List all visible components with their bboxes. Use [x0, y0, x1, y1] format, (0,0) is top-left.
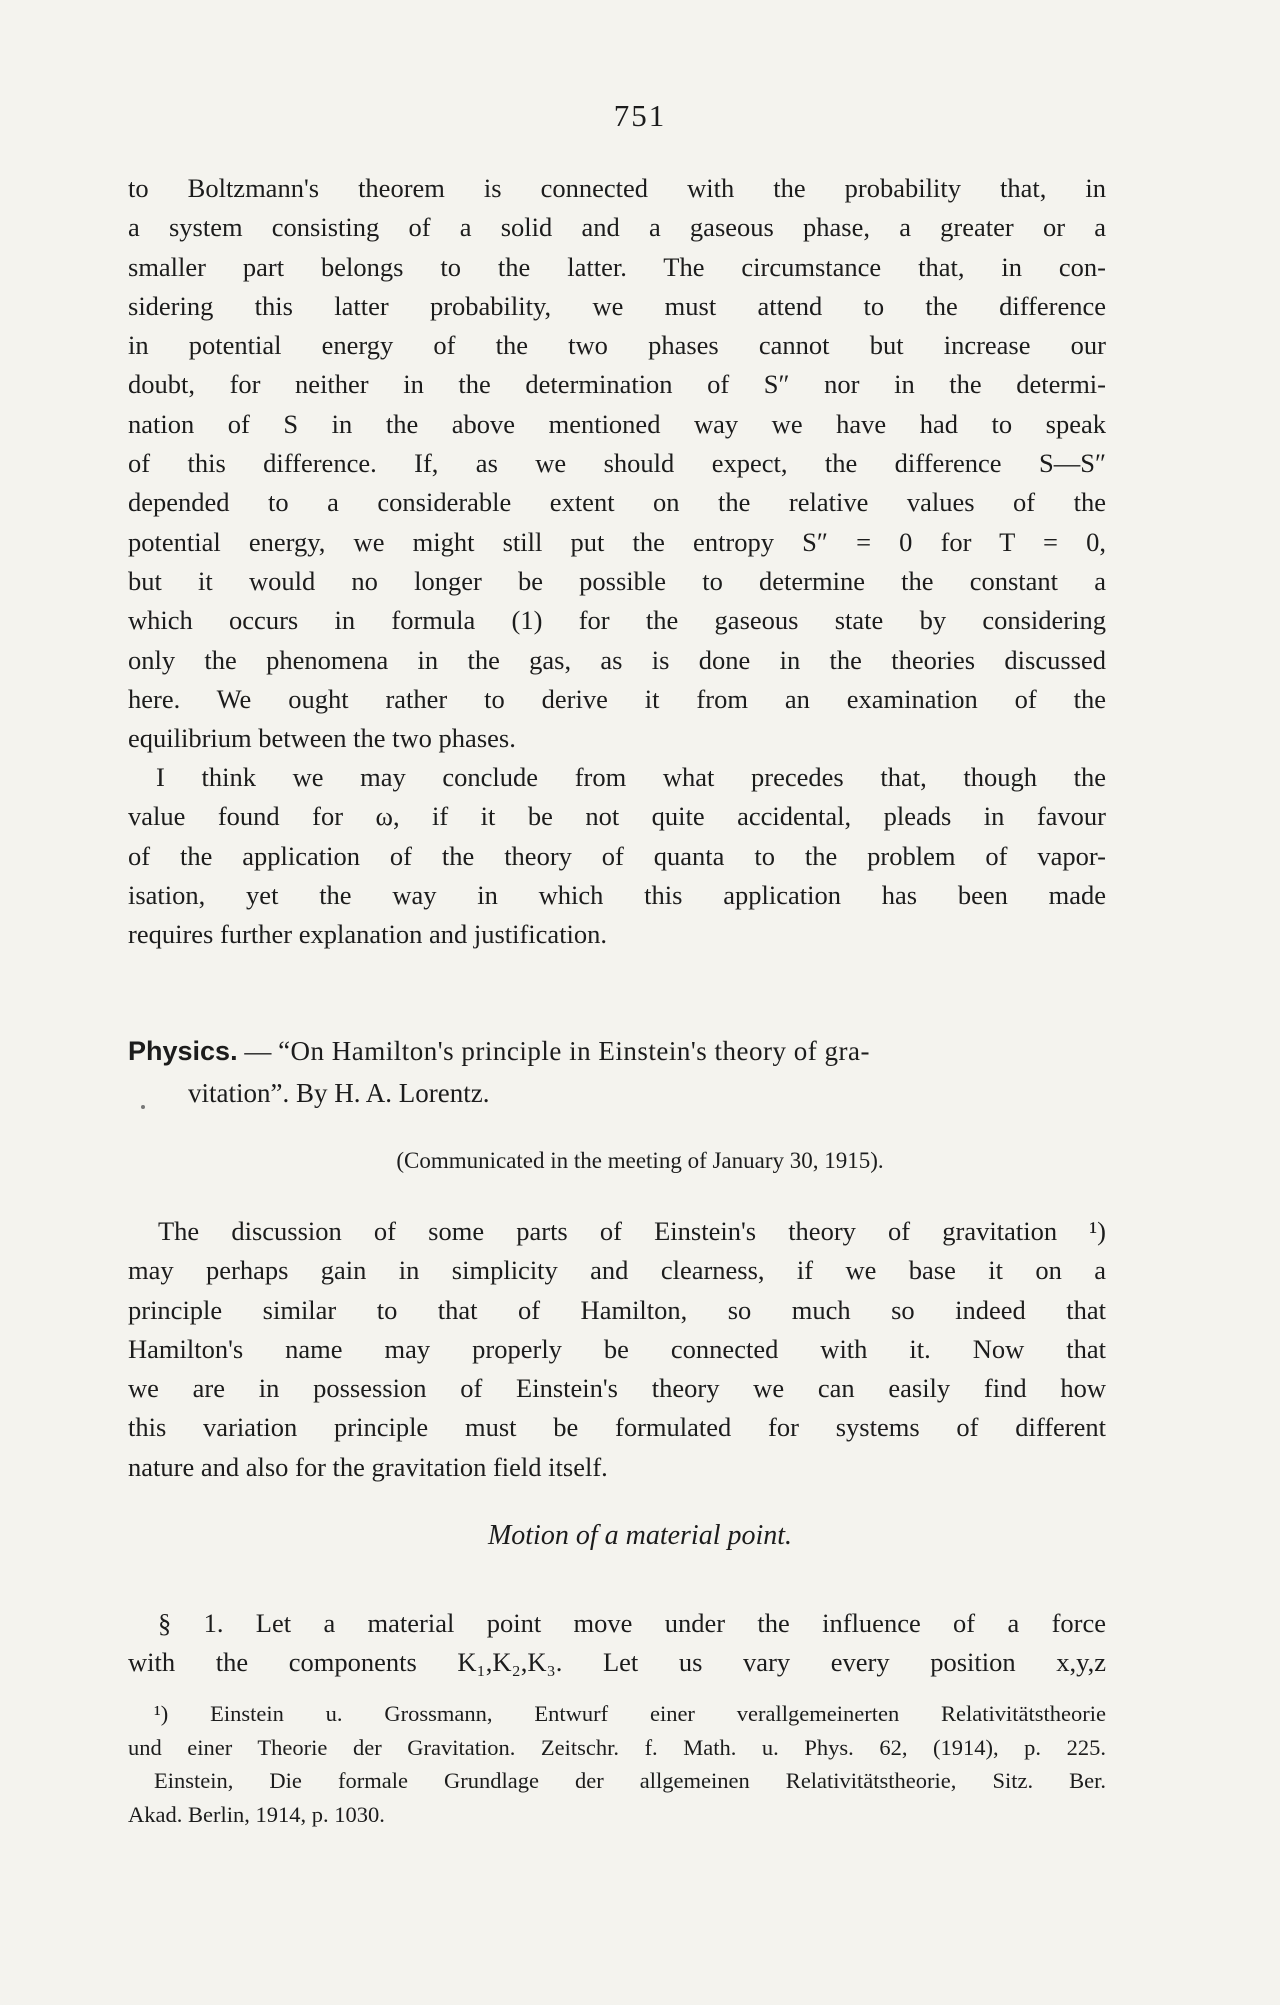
- print-speck: [141, 1105, 145, 1109]
- footnote-line: Einstein, Die formale Grundlage der allgemeinen Relativitätstheorie, Sitz. Ber.: [154, 1768, 1106, 1793]
- footnote-line: und einer Theorie der Gravitation. Zeitschr. f. Math. u. Phys. 62, (1914), p. 225.: [128, 1734, 1106, 1760]
- page-number: 751: [613, 98, 667, 133]
- text-line: we are in possession of Einstein's theory we can easily find how: [128, 1373, 1106, 1404]
- text-line: this variation principle must be formulated for systems of different: [128, 1412, 1106, 1443]
- article-byline: vitation”. By H. A. Lorentz.: [188, 1078, 490, 1108]
- article-heading: [128, 1030, 1108, 1114]
- text-line: requires further explanation and justification.: [128, 919, 608, 950]
- text-line: of the application of the theory of quanta to the problem of vapor-: [128, 840, 1106, 871]
- text-line: smaller part belongs to the latter. The circumstance that, in con-: [128, 251, 1106, 282]
- paragraph-section-1: [128, 1604, 1106, 1683]
- text-line: sidering this latter probability, we must attend to the difference: [128, 290, 1106, 321]
- text-line: I think we may conclude from what precedes that, though the: [156, 762, 1106, 792]
- communicated-note: (Communicated in the meeting of January 30, 1915).: [396, 1148, 884, 1173]
- text-line: nation of S in the above mentioned way we have had to speak: [128, 408, 1106, 439]
- text-line: only the phenomena in the gas, as is done in the theories discussed: [128, 644, 1106, 675]
- text-line: may perhaps gain in simplicity and clearness, if we base it on a: [128, 1255, 1106, 1286]
- text-line: value found for ω, if it be not quite accidental, pleads in favour: [128, 801, 1106, 832]
- text-line: isation, yet the way in which this application has been made: [128, 879, 1106, 910]
- text-line: equilibrium between the two phases.: [128, 723, 516, 754]
- text-line: a system consisting of a solid and a gaseous phase, a greater or a: [128, 212, 1106, 243]
- text-line: but it would no longer be possible to determine the constant a: [128, 565, 1106, 596]
- text-line: The discussion of some parts of Einstein's theory of gravitation ¹): [158, 1216, 1106, 1246]
- text-line: to Boltzmann's theorem is connected with the probability that, in: [128, 173, 1106, 203]
- paragraph-discussion: [128, 1212, 1106, 1487]
- footnote-line: ¹) Einstein u. Grossmann, Entwurf einer verallgemeinerten Relativitätstheorie: [154, 1701, 1106, 1726]
- section-title: Motion of a material point.: [487, 1520, 793, 1551]
- text-line: which occurs in formula (1) for the gaseous state by considering: [128, 605, 1106, 636]
- footnote-line: Akad. Berlin, 1914, p. 1030.: [128, 1801, 385, 1827]
- text-line: principle similar to that of Hamilton, so much so indeed that: [128, 1294, 1106, 1325]
- text-line: in potential energy of the two phases cannot but increase our: [128, 330, 1106, 361]
- article-title: “On Hamilton's principle in Einstein's theory of gra-: [278, 1036, 870, 1066]
- paragraph-conclusion: [128, 758, 1106, 954]
- text-line: with the components K₁,K₂,K₃. Let us vary every position x,y,z: [128, 1647, 1106, 1678]
- text-line: doubt, for neither in the determination of S″ nor in the determi-: [128, 369, 1106, 400]
- text-line: potential energy, we might still put the entropy S″ = 0 for T = 0,: [128, 526, 1106, 557]
- text-line: of this difference. If, as we should expect, the difference S—S″: [128, 448, 1106, 479]
- field-label: Physics.: [128, 1036, 238, 1066]
- text-line: Hamilton's name may properly be connected with it. Now that: [128, 1333, 1106, 1364]
- text-line: here. We ought rather to derive it from an examination of the: [128, 683, 1106, 714]
- heading-line: [128, 1030, 1108, 1072]
- text-line: nature and also for the gravitation field itself.: [128, 1451, 608, 1482]
- text-line: depended to a considerable extent on the relative values of the: [128, 487, 1106, 518]
- text-line: § 1. Let a material point move under the influence of a force: [158, 1608, 1106, 1638]
- footnotes: [128, 1697, 1106, 1831]
- heading-dash: —: [237, 1036, 279, 1066]
- paragraph-boltzmann: [128, 169, 1106, 758]
